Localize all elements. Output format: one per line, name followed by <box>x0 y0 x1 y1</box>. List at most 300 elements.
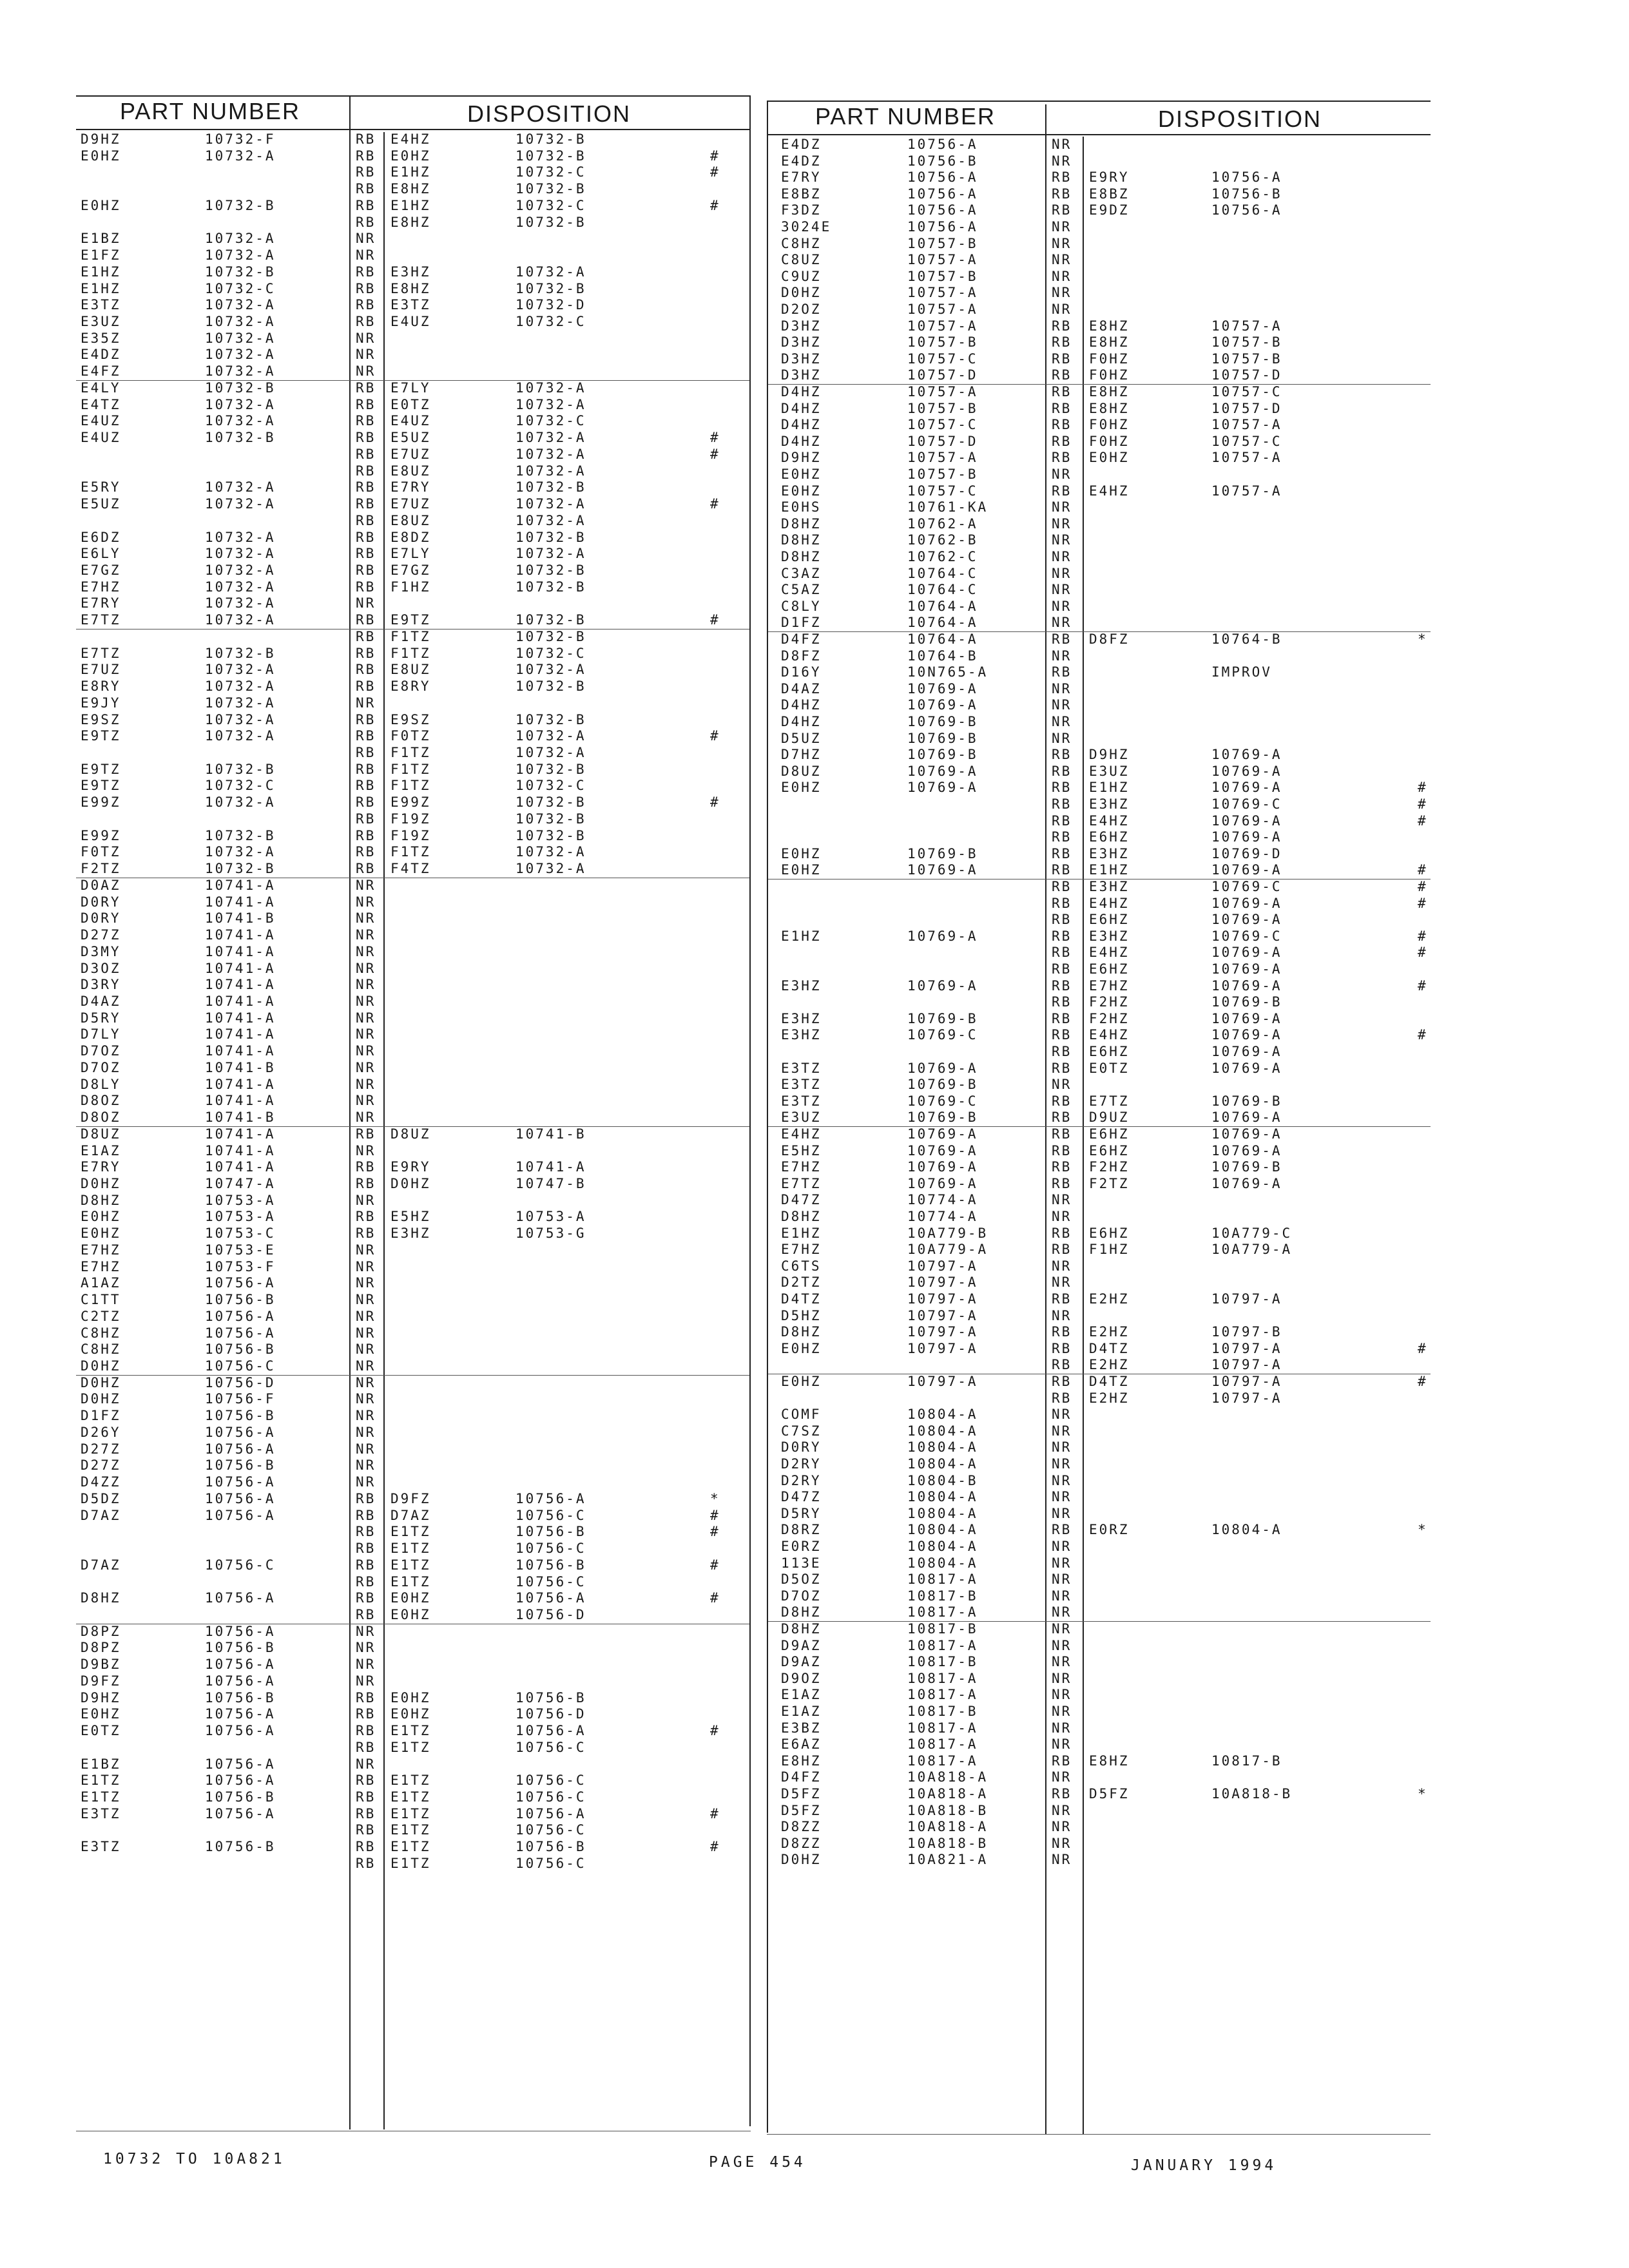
left-section-rule <box>76 1375 749 1376</box>
cell-number: 10732-A <box>205 546 276 562</box>
table-row <box>0 1077 1629 1093</box>
cell-replacement-part: E1TZ <box>390 1573 431 1590</box>
cell-part-number: D8HZ <box>781 1621 822 1637</box>
cell-part-number: D4FZ <box>781 631 822 647</box>
table-row <box>0 1357 1629 1373</box>
cell-replacement-number: 10732-C <box>516 778 586 794</box>
cell-code: RB <box>356 1541 376 1557</box>
table-row <box>0 1522 1629 1538</box>
cell-part-number: E0HZ <box>81 1209 121 1225</box>
cell-code: NR <box>1052 268 1072 284</box>
cell-replacement-part: E0HZ <box>390 1590 431 1606</box>
table-row <box>0 928 1629 945</box>
cell-part-number: D0HZ <box>81 1374 121 1390</box>
cell-number: 10756-A <box>907 137 978 152</box>
cell-part-number: E0HZ <box>781 780 822 796</box>
table-row <box>0 529 1629 548</box>
cell-flag: # <box>1418 1340 1428 1356</box>
table-row <box>0 761 1629 780</box>
cell-replacement-number: 10769-A <box>1211 862 1282 878</box>
cell-code: NR <box>1052 466 1072 482</box>
cell-part-number: D8HZ <box>781 549 822 564</box>
cell-number: 10769-A <box>907 1175 978 1191</box>
cell-code: NR <box>356 1474 376 1490</box>
cell-part-number: E3BZ <box>781 1720 822 1736</box>
cell-code: NR <box>1052 648 1072 664</box>
cell-code: RB <box>356 1507 376 1523</box>
cell-replacement-number: 10732-B <box>516 628 586 644</box>
cell-part-number: E3UZ <box>781 1110 822 1126</box>
cell-number: 10732-A <box>205 347 276 363</box>
cell-code: NR <box>356 1275 376 1291</box>
cell-number: 10764-B <box>907 648 978 664</box>
cell-flag: # <box>710 1524 720 1540</box>
cell-code: NR <box>356 1325 376 1341</box>
table-row <box>0 1341 1629 1357</box>
cell-number: 10804-A <box>907 1505 978 1521</box>
table-row <box>0 711 1629 730</box>
cell-replacement-part: E6HZ <box>1089 829 1130 845</box>
cell-code: RB <box>1052 334 1072 351</box>
cell-replacement-part: E7HZ <box>1089 977 1130 994</box>
table-row <box>0 628 1629 648</box>
cell-code: RB <box>1052 945 1072 961</box>
cell-part-number: E0HZ <box>781 1340 822 1356</box>
cell-number: 10741-A <box>205 977 276 993</box>
cell-code: NR <box>356 595 376 611</box>
cell-number: 10732-A <box>205 579 276 595</box>
cell-number: 10732-A <box>205 231 276 247</box>
cell-code: RB <box>1052 994 1072 1010</box>
cell-number: 10804-A <box>907 1439 978 1456</box>
cell-code: NR <box>1052 565 1072 581</box>
cell-number: 10764-A <box>907 598 978 614</box>
cell-replacement-part: E8HZ <box>390 181 431 197</box>
cell-code: RB <box>356 645 376 661</box>
cell-replacement-part: D9UZ <box>1089 1110 1130 1126</box>
cell-replacement-part: E8HZ <box>1089 334 1130 351</box>
cell-number: 10732-B <box>205 197 276 213</box>
table-row <box>0 813 1629 829</box>
cell-number: 10741-A <box>205 960 276 976</box>
cell-code: NR <box>1052 1423 1072 1439</box>
cell-replacement-number: 10756-C <box>516 1541 586 1557</box>
cell-replacement-number: 10756-A <box>516 1590 586 1606</box>
cell-part-number: E9TZ <box>81 778 121 794</box>
cell-code: NR <box>356 330 376 346</box>
cell-replacement-part: F1TZ <box>390 778 431 794</box>
cell-replacement-number: 10757-B <box>1211 334 1282 351</box>
cell-part-number: D8LY <box>81 1076 121 1092</box>
cell-number: 10741-B <box>205 1059 276 1075</box>
cell-number: 10764-C <box>907 565 978 581</box>
cell-code: RB <box>1052 400 1072 416</box>
cell-code: NR <box>1052 1307 1072 1323</box>
cell-part-number: 113E <box>781 1555 822 1571</box>
cell-replacement-number: 10732-C <box>516 197 586 213</box>
cell-flag: # <box>710 1839 720 1855</box>
cell-replacement-number: 10769-A <box>1211 1010 1282 1026</box>
cell-code: NR <box>1052 1802 1072 1818</box>
cell-number: 10756-A <box>205 1424 276 1440</box>
cell-replacement-part: F1HZ <box>390 579 431 595</box>
cell-flag: # <box>1418 945 1428 961</box>
cell-number: 10732-A <box>205 844 276 860</box>
cell-replacement-number: 10732-A <box>516 446 586 462</box>
cell-part-number: E0RZ <box>781 1539 822 1554</box>
cell-code: NR <box>1052 499 1072 515</box>
cell-flag: * <box>1418 631 1428 647</box>
cell-number: 10732-A <box>205 662 276 678</box>
table-row <box>0 137 1629 153</box>
cell-number: 10797-A <box>907 1274 978 1291</box>
cell-number: 10741-A <box>205 1126 276 1142</box>
cell-number: 10769-B <box>907 747 978 763</box>
cell-replacement-number: 10756-B <box>1211 186 1282 202</box>
table-row <box>0 516 1629 532</box>
cell-flag: # <box>1418 928 1428 944</box>
cell-code: NR <box>356 1657 376 1673</box>
table-row <box>0 912 1629 928</box>
cell-replacement-number: 10A779-A <box>1211 1242 1293 1258</box>
cell-part-number: D26Y <box>81 1424 121 1440</box>
cell-replacement-part: F2TZ <box>1089 1175 1130 1191</box>
cell-number: 10764-C <box>907 582 978 598</box>
cell-part-number: D5RY <box>781 1505 822 1521</box>
cell-part-number: E7HZ <box>81 579 121 595</box>
table-row <box>0 1176 1629 1192</box>
cell-replacement-number: 10753-A <box>516 1209 586 1225</box>
cell-number: 10A818-A <box>907 1769 988 1785</box>
cell-number: 10817-A <box>907 1670 978 1686</box>
cell-replacement-part: E1HZ <box>1089 780 1130 796</box>
cell-part-number: D27Z <box>81 1457 121 1474</box>
cell-replacement-number: 10797-A <box>1211 1357 1282 1373</box>
cell-number: 10756-A <box>907 219 978 235</box>
cell-code: NR <box>356 231 376 247</box>
cell-code: RB <box>356 148 376 164</box>
cell-code: RB <box>1052 912 1072 928</box>
table-row <box>0 1456 1629 1472</box>
cell-part-number: E4LY <box>81 380 121 396</box>
cell-replacement-part: F1TZ <box>390 844 431 860</box>
table-row <box>0 1852 1629 1868</box>
cell-code: RB <box>356 1773 376 1789</box>
table-row <box>0 1836 1629 1852</box>
cell-number: 10732-A <box>205 314 276 330</box>
footer-page: PAGE 454 <box>709 2154 806 2171</box>
table-row <box>0 153 1629 169</box>
cell-part-number: E8BZ <box>781 186 822 202</box>
cell-replacement-part: E8BZ <box>1089 186 1130 202</box>
cell-code: NR <box>356 1110 376 1126</box>
cell-code: RB <box>1052 351 1072 367</box>
cell-part-number: D7OZ <box>81 1059 121 1075</box>
cell-part-number: E8RY <box>81 678 121 695</box>
cell-part-number: C8HZ <box>81 1341 121 1358</box>
cell-replacement-part: E7TZ <box>1089 1093 1130 1109</box>
cell-number: 10757-D <box>907 433 978 449</box>
table-row <box>0 994 1629 1010</box>
cell-part-number: E3HZ <box>781 1027 822 1043</box>
cell-part-number: D4HZ <box>781 400 822 416</box>
cell-number: 10732-A <box>205 496 276 512</box>
table-row <box>0 582 1629 598</box>
cell-part-number: C8LY <box>781 598 822 614</box>
table-row <box>0 681 1629 697</box>
cell-number: 10756-B <box>907 153 978 169</box>
cell-part-number: E1FZ <box>81 247 121 264</box>
cell-replacement-number: 10732-B <box>516 794 586 811</box>
cell-part-number: D5UZ <box>781 730 822 746</box>
cell-replacement-part: E8HZ <box>390 280 431 296</box>
table-row <box>0 483 1629 499</box>
table-row <box>0 1061 1629 1077</box>
cell-part-number: D9BZ <box>81 1657 121 1673</box>
cell-code: RB <box>1052 895 1072 911</box>
cell-replacement-part: E6HZ <box>1089 961 1130 977</box>
table-row <box>0 1803 1629 1819</box>
cell-replacement-number: 10797-A <box>1211 1340 1282 1356</box>
cell-replacement-part: E7RY <box>390 479 431 495</box>
cell-replacement-number: 10769-A <box>1211 1044 1282 1059</box>
cell-replacement-part: E0TZ <box>390 396 431 412</box>
cell-replacement-number: 10A818-B <box>1211 1786 1293 1802</box>
cell-part-number: E4DZ <box>781 137 822 152</box>
cell-code: NR <box>1052 153 1072 169</box>
cell-replacement-number: 10757-D <box>1211 367 1282 383</box>
cell-replacement-part: E9DZ <box>1089 202 1130 218</box>
cell-replacement-part: D9FZ <box>390 1490 431 1506</box>
cell-replacement-part: E1TZ <box>390 1773 431 1789</box>
table-row <box>0 1704 1629 1720</box>
cell-replacement-part: F2HZ <box>1089 1010 1130 1026</box>
cell-code: NR <box>1052 697 1072 713</box>
cell-replacement-number: 10757-A <box>1211 417 1282 433</box>
cell-part-number: E9TZ <box>81 728 121 744</box>
cell-part-number: D2TZ <box>781 1274 822 1291</box>
cell-part-number: C1TT <box>81 1292 121 1308</box>
cell-part-number: D7OZ <box>81 1043 121 1059</box>
cell-part-number: D8HZ <box>81 1590 121 1606</box>
table-row <box>0 450 1629 466</box>
cell-number: 10756-B <box>205 1457 276 1474</box>
cell-part-number: E1AZ <box>81 1142 121 1158</box>
cell-number: 10756-A <box>205 1723 276 1739</box>
table-row <box>0 731 1629 747</box>
cell-code: NR <box>1052 714 1072 729</box>
cell-code: RB <box>356 396 376 412</box>
cell-replacement-number: 10732-B <box>516 678 586 695</box>
cell-part-number: E99Z <box>81 794 121 811</box>
table-row <box>0 285 1629 301</box>
cell-number: 10732-B <box>205 380 276 396</box>
table-row <box>0 1374 1629 1390</box>
cell-replacement-number: 10757-B <box>1211 351 1282 367</box>
cell-number: 10741-A <box>205 1142 276 1158</box>
cell-part-number: E3TZ <box>781 1093 822 1109</box>
cell-code: RB <box>356 1855 376 1871</box>
cell-flag: # <box>710 728 720 744</box>
cell-code: NR <box>1052 235 1072 251</box>
cell-number: 10769-C <box>907 1093 978 1109</box>
cell-number: 10769-A <box>907 977 978 994</box>
cell-replacement-number: 10797-A <box>1211 1390 1282 1406</box>
cell-replacement-part: E0RZ <box>1089 1522 1130 1538</box>
cell-code: RB <box>1052 367 1072 383</box>
cell-replacement-part: E3TZ <box>390 297 431 313</box>
table-row <box>0 862 1629 878</box>
cell-replacement-number: 10769-A <box>1211 1027 1282 1043</box>
cell-number: 10A818-A <box>907 1786 988 1802</box>
cell-part-number: D4AZ <box>781 680 822 697</box>
cell-code: RB <box>356 1159 376 1175</box>
cell-code: RB <box>1052 796 1072 812</box>
cell-code: NR <box>1052 730 1072 746</box>
cell-replacement-part: E2HZ <box>1089 1357 1130 1373</box>
cell-replacement-number: 10804-A <box>1211 1522 1282 1538</box>
cell-number: 10769-A <box>907 1159 978 1175</box>
cell-replacement-part: E0HZ <box>1089 450 1130 466</box>
cell-flag: # <box>710 1507 720 1523</box>
cell-number: 10769-A <box>907 1060 978 1076</box>
table-row <box>0 169 1629 186</box>
cell-replacement-part: E3HZ <box>1089 928 1130 944</box>
cell-code: NR <box>356 927 376 943</box>
table-row <box>0 1489 1629 1505</box>
cell-number: 10732-A <box>205 794 276 811</box>
cell-number: 10817-A <box>907 1604 978 1620</box>
cell-code: NR <box>356 363 376 380</box>
cell-replacement-number: 10756-C <box>516 1773 586 1789</box>
cell-part-number: F3DZ <box>781 202 822 218</box>
cell-code: RB <box>356 297 376 313</box>
cell-flag: # <box>710 430 720 446</box>
table-row <box>0 1588 1629 1604</box>
cell-replacement-number: 10769-A <box>1211 895 1282 911</box>
cell-flag: # <box>710 446 720 462</box>
table-row <box>0 1192 1629 1208</box>
cell-number: 10732-C <box>205 280 276 296</box>
cell-code: RB <box>1052 1010 1072 1026</box>
cell-part-number: C6TS <box>781 1258 822 1274</box>
cell-part-number: D8UZ <box>81 1126 121 1142</box>
cell-code: RB <box>1052 1044 1072 1059</box>
table-row <box>0 1027 1629 1043</box>
cell-code: RB <box>356 628 376 644</box>
right-table-top-rule <box>767 101 1431 102</box>
cell-flag: # <box>710 148 720 164</box>
cell-replacement-part: E7GZ <box>390 562 431 578</box>
cell-code: RB <box>356 794 376 811</box>
cell-replacement-number: 10747-B <box>516 1175 586 1191</box>
cell-part-number: E6DZ <box>81 529 121 545</box>
table-row <box>0 1225 1629 1242</box>
cell-code: RB <box>356 214 376 230</box>
cell-part-number: C2TZ <box>81 1308 121 1324</box>
table-row <box>0 252 1629 268</box>
cell-number: 10769-A <box>907 1126 978 1142</box>
table-row <box>0 318 1629 334</box>
cell-code: RB <box>1052 763 1072 779</box>
cell-number: 10732-A <box>205 247 276 264</box>
cell-number: 10769-C <box>907 1027 978 1043</box>
cell-part-number: D0HZ <box>781 1852 822 1868</box>
cell-replacement-part: F0HZ <box>1089 367 1130 383</box>
cell-code: RB <box>1052 1142 1072 1158</box>
cell-number: 10769-A <box>907 780 978 796</box>
cell-part-number: E7RY <box>81 1159 121 1175</box>
cell-code: RB <box>1052 829 1072 845</box>
cell-replacement-part: D9HZ <box>1089 747 1130 763</box>
table-row <box>0 1539 1629 1555</box>
cell-code: NR <box>1052 1505 1072 1521</box>
cell-number: 10741-A <box>205 993 276 1009</box>
cell-part-number: E0HS <box>781 499 822 515</box>
cell-code: RB <box>356 1723 376 1739</box>
cell-number: 10741-A <box>205 1043 276 1059</box>
cell-number: 10732-B <box>205 264 276 280</box>
cell-number: 10757-B <box>907 466 978 482</box>
cell-replacement-number: 10797-A <box>1211 1291 1282 1307</box>
cell-flag: # <box>710 1723 720 1739</box>
cell-part-number: D0HZ <box>81 1391 121 1407</box>
cell-code: RB <box>356 280 376 296</box>
cell-part-number: E1HZ <box>81 280 121 296</box>
cell-replacement-number: 10732-A <box>516 745 586 760</box>
cell-replacement-part: E5UZ <box>390 430 431 446</box>
cell-replacement-number: 10769-C <box>1211 796 1282 812</box>
cell-number: 10756-A <box>205 1507 276 1523</box>
cell-code: RB <box>1052 862 1072 878</box>
cell-code: NR <box>356 695 376 711</box>
cell-replacement-number: 10732-A <box>516 264 586 280</box>
cell-part-number: D3RY <box>81 977 121 993</box>
cell-replacement-number: 10756-B <box>516 1524 586 1540</box>
cell-number: 10757-C <box>907 483 978 499</box>
table-row <box>0 1143 1629 1159</box>
cell-number: 10741-A <box>205 877 276 893</box>
cell-part-number: D0HZ <box>781 285 822 301</box>
cell-number: 10757-A <box>907 252 978 268</box>
cell-flag: # <box>1418 780 1428 796</box>
left-header-rule <box>76 129 751 130</box>
table-row <box>0 466 1629 483</box>
cell-number: 10762-A <box>907 515 978 532</box>
table-row <box>0 499 1629 515</box>
cell-number: 10732-A <box>205 678 276 695</box>
cell-part-number: E1HZ <box>781 1225 822 1241</box>
cell-code: RB <box>1052 483 1072 499</box>
cell-replacement-number: 10732-B <box>516 529 586 545</box>
cell-number: 10756-A <box>907 169 978 186</box>
cell-replacement-number: 10732-B <box>516 280 586 296</box>
cell-code: RB <box>1052 1093 1072 1109</box>
cell-replacement-number: IMPROV <box>1211 664 1272 680</box>
cell-replacement-number: 10732-D <box>516 297 586 313</box>
cell-code: RB <box>1052 1225 1072 1241</box>
cell-code: NR <box>1052 1819 1072 1835</box>
cell-code: RB <box>356 562 376 578</box>
table-row <box>0 697 1629 713</box>
table-row <box>0 829 1629 845</box>
cell-code: RB <box>356 1706 376 1722</box>
cell-number: 10757-A <box>907 384 978 399</box>
cell-replacement-part: F0TZ <box>390 728 431 744</box>
cell-part-number: D0AZ <box>81 877 121 893</box>
cell-code: RB <box>1052 1357 1072 1373</box>
cell-replacement-part: F2HZ <box>1089 1159 1130 1175</box>
